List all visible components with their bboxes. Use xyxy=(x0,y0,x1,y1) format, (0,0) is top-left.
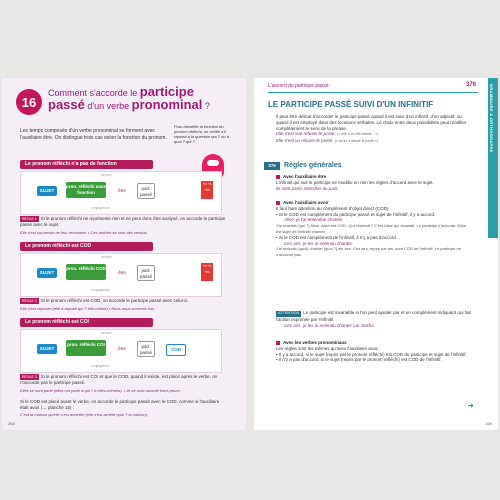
etre-box: être xyxy=(118,188,126,193)
section-heading: LE PARTICIPE PASSÉ SUIVI D'UN INFINITIF xyxy=(268,100,434,109)
title-part: pronominal xyxy=(131,97,203,112)
ending-tag: +e +s +es xyxy=(201,263,213,281)
block-text: Il y a accord, si le sujet (repris par le pronom réfléchi) est COD du participe et sujet de l'infinitif. xyxy=(278,351,467,357)
subject-box: SUJET xyxy=(37,344,57,354)
pronoun-box: pron. réfléchi sans fonction xyxy=(66,182,106,198)
rule-block: Avec l'auxiliaire avoir Il faut faire attention au complément d'objet direct (COD). • Si le COD est complément du participe passé et sujet de l'infinitif, il y a accord. Alice, je l'ai entendue chanter. J'ai entendu [qui ?] Alice. Alice est COD. Qui chantait ? C'est Alice qui chantait. Le participe s'accorde. Alice est sujet de l'infinitif chanter. • Si le COD est complément de l'infinitif, il n'y a pas d'accord. Ces airs, je les ai entendu chanter. J'ai entendu [quoi] chanter [quoi ?] les airs. Ces airs, repris par les, sont COD de l'infinitif. Le participe ne s'accorde pas. xyxy=(276,200,466,258)
pronoun-box: pron. réfléchi COD xyxy=(66,264,106,280)
conjugation-label: conjugaison xyxy=(91,364,110,368)
lesson-title xyxy=(8,83,240,125)
intro-body: Il peut être délicat d'accorder le participe passé quand il est suivi d'un infinitif, d'un adjectif, ou quand il est employé dans des locutions verbales. Le choix entre deux possibilités peut modifier complètement le sens de la phrase. xyxy=(276,114,467,131)
rule-text xyxy=(20,374,226,386)
margin-note: Pour identifier la fonction du pronom réfléchi, on vérifie s'il répond à la question qui ? ou à quoi ? qui ? xyxy=(174,124,229,144)
cod-box: COD xyxy=(166,344,186,356)
running-head: L'accord du participe passé xyxy=(268,83,329,89)
title-part: participe xyxy=(139,84,194,99)
rule-tag: RÈGLE 3 xyxy=(22,375,37,379)
right-page xyxy=(254,78,498,430)
bullet-icon xyxy=(276,175,280,179)
accord-label: accord xyxy=(101,255,112,259)
example-text: Elle s'est vue refuser le poste. xyxy=(276,131,336,137)
example-text: Ils sont partis chercher du pain. xyxy=(276,185,339,191)
bullet-icon xyxy=(276,341,280,345)
title-part: passé xyxy=(48,97,85,112)
section-heading: Le pronom réfléchi n'a pas de fonction xyxy=(20,160,153,169)
title-part: ? xyxy=(202,101,210,111)
example-comment: (« elle a vu elle-même... ») xyxy=(337,132,379,137)
participle-box: part. passé xyxy=(137,265,155,281)
block-title: Avec l'auxiliaire avoir xyxy=(283,200,329,205)
subsection-number: 376 xyxy=(264,162,280,170)
page-number: 269 xyxy=(485,421,492,426)
etre-box: être xyxy=(118,346,126,351)
title-part: Comment s'accorde le xyxy=(48,88,140,98)
section-heading: Le pronom réfléchi est COI xyxy=(20,318,153,327)
example-comment: J'ai entendu [qui ?] Alice. Alice est COD. Qui chantait ? C'est Alice qui chantait. Le participe s'accorde. Alice est sujet de l'infinitif chanter. xyxy=(276,223,466,234)
example-comment: (« on lui a refusé le poste ») xyxy=(334,139,379,144)
rule-body: Si le pronom réfléchi est COI et que le COD, quand il existe, est placé après le verbe, on n'accorde pas le participe passé. xyxy=(20,374,218,385)
attention-block xyxy=(276,310,472,328)
rule-tag: RÈGLE 2 xyxy=(22,299,37,303)
rule-block: Avec les verbes pronominaux Les règles sont les mêmes qu'avec l'auxiliaire avoir : • Il y a accord, si le sujet (repris par le pronom réfléchi) est COD du participe et sujet de l'infinitif. • Il n'y a pas d'accord, si le sujet (repris par le pronom réfléchi) est COD de l'infinitif. xyxy=(276,340,467,363)
example-text: Elle s'est vu refuser le poste. xyxy=(276,138,334,144)
accord-label: accord xyxy=(101,331,112,335)
bullet-icon xyxy=(276,201,280,205)
left-page xyxy=(2,78,246,430)
chapter-tab xyxy=(488,78,498,238)
example-text: Elles se sont parlé (elles ont parlé à qui ? à elles-mêmes). • Ils se sont raconté leurs peurs. xyxy=(20,388,181,393)
rule-tag: RÈGLE 1 xyxy=(22,217,37,221)
agreement-diagram xyxy=(20,253,222,297)
lesson-number: 16 xyxy=(16,89,42,115)
intro-text: Les temps composés d'un verbe pronominal se forment avec l'auxiliaire être. On distingue trois cas selon la fonction du pronom. xyxy=(20,128,167,141)
block-text: Les règles sont les mêmes qu'avec l'auxiliaire avoir : xyxy=(276,345,381,351)
accord-label: accord xyxy=(101,173,112,177)
rule-text: Si le COD est placé avant le verbe, on accorde le participe passé avec le COD, comme si l'auxiliaire était avoir (→ planche 15) : xyxy=(20,399,220,410)
rule-block xyxy=(276,174,472,191)
example-text: Ces airs, je les ai entendu chanter. xyxy=(284,240,354,246)
block-text: L'infinitif qui suit le participe ne modifie en rien les règles d'accord avec le sujet. xyxy=(276,179,434,185)
participle-box: part. passé xyxy=(137,341,155,357)
example-text: C'est la maison qu'elle s'est achetée (elle s'est acheté quoi ? la maison). xyxy=(20,412,149,417)
title-part: d'un verbe xyxy=(84,101,132,111)
section-heading: Le pronom réfléchi est COD xyxy=(20,242,153,251)
page-title xyxy=(48,86,223,112)
block-text: Le participe est invariable si l'on peut ajouter par et un complément indiquant qui fait l'action exprimée par l'infinitif. xyxy=(276,310,471,322)
block-text: Si le COD est complément de l'infinitif, il n'y a pas d'accord. xyxy=(278,234,397,240)
continue-arrow-icon: ➜ xyxy=(467,401,474,410)
divider xyxy=(268,92,478,93)
example-text: Elle s'est reposée (elle a reposé qui ? elle-même) • Nous nous sommes vus. xyxy=(20,306,156,311)
attention-tag: ATTENTION xyxy=(278,311,300,315)
etre-box: être xyxy=(118,270,126,275)
block-title: Avec l'auxiliaire être xyxy=(283,174,327,179)
conjugation-label: conjugaison xyxy=(91,288,110,292)
subject-box: SUJET xyxy=(37,186,57,196)
example-text: Alice, je l'ai entendue chanter. xyxy=(284,217,344,223)
conjugation-label: conjugaison xyxy=(91,206,110,210)
rule-body: Si le pronom réfléchi est COD, on accorde le participe passé avec celui-ci. xyxy=(40,298,189,303)
rule-text xyxy=(20,298,226,304)
ending-tag: +e +s +es xyxy=(201,181,213,199)
agreement-diagram xyxy=(20,171,222,215)
block-text: Il faut faire attention au complément d'objet direct (COD). xyxy=(276,205,390,211)
example-text: Ces airs, je les ai entendu chanter par Sasha. xyxy=(284,322,376,328)
participle-box: part. passé xyxy=(137,183,155,199)
subsection-heading: Règles générales xyxy=(284,162,342,169)
intro-text xyxy=(276,114,472,145)
rule-text xyxy=(20,216,226,228)
example-comment: J'ai entendu [quoi] chanter [quoi ?] les airs. Ces airs, repris par les, sont COD de l'infinitif. Le participe ne s'accorde pas. xyxy=(276,246,461,258)
section-code: 376 xyxy=(465,82,476,88)
example-text: Elle s'est souvenue de leur rencontre. • Ces articles se sont vite vendus. xyxy=(20,230,148,235)
chapter-tab-label: GRAMMAIRE & ORTHOGRAPHE xyxy=(489,84,494,153)
subject-box: SUJET xyxy=(37,268,57,278)
block-title: Avec les verbes pronominaux xyxy=(283,340,347,345)
agreement-diagram xyxy=(20,329,222,373)
block-text: Si le COD est complément du participe passé et sujet de l'infinitif, il y a accord. xyxy=(278,211,436,217)
rule-body: Si le pronom réfléchi ne représente rien et ne peut donc être analysé, on accorde le participe passé avec le sujet. xyxy=(20,216,226,227)
pronoun-box: pron. réfléchi COI xyxy=(66,340,106,356)
page-number: 268 xyxy=(8,421,15,426)
block-text: Il n'y a pas d'accord, si le sujet (repris par le pronom réfléchi) est COD de l'infinitif. xyxy=(278,357,442,363)
